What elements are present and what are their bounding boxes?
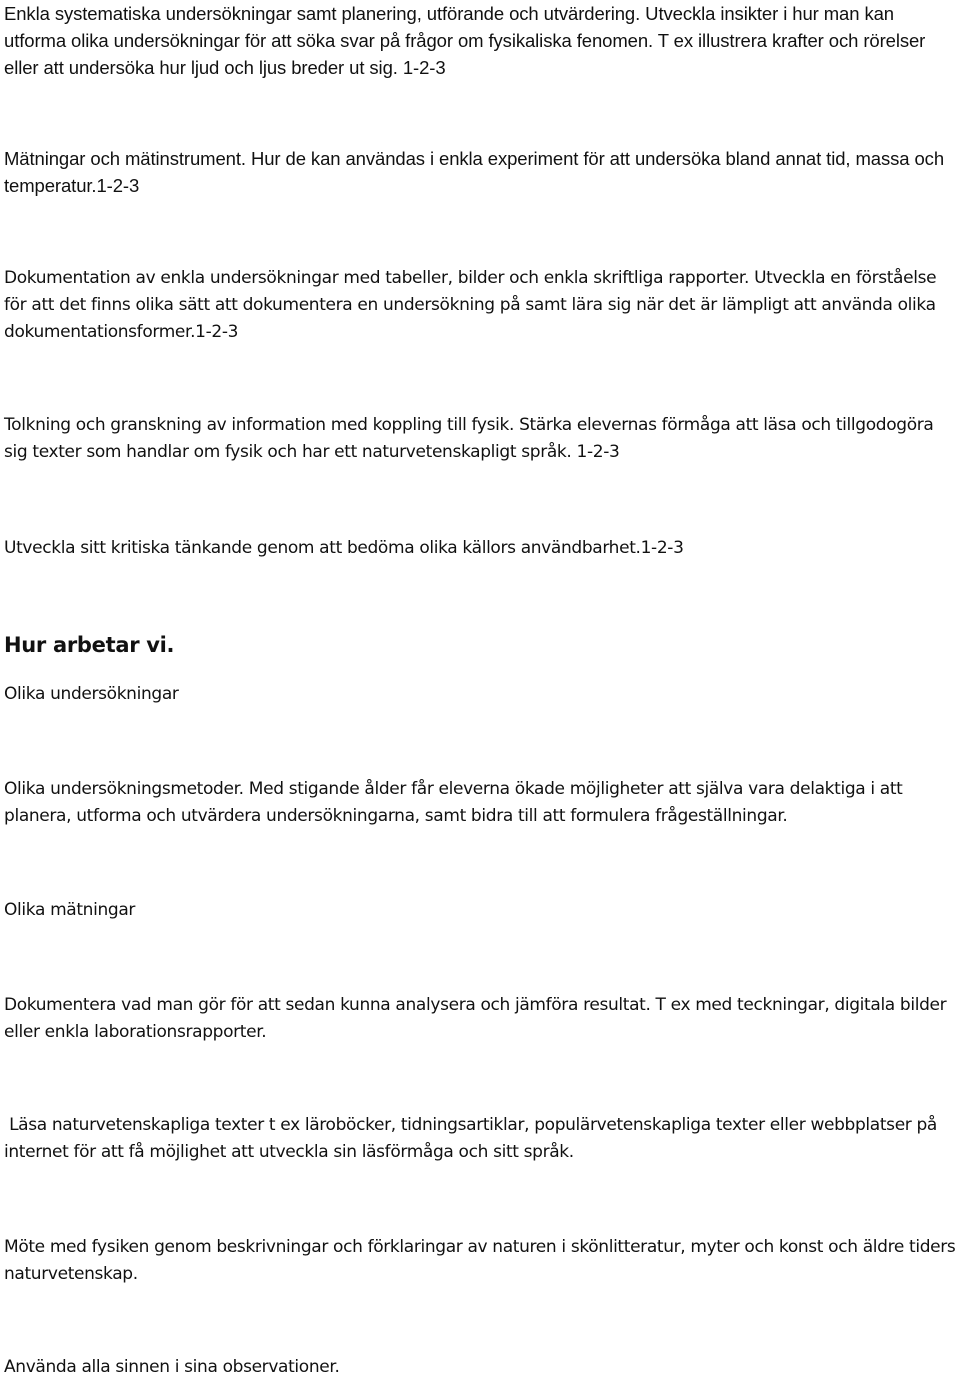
paragraph-olika-matningar: Olika mätningar	[4, 900, 136, 920]
section-heading: Hur arbetar vi.	[4, 633, 175, 657]
paragraph-anvanda-sinnen: Använda alla sinnen i sina observationer.	[4, 1357, 340, 1377]
paragraph-systematiska-undersokningar: Enkla systematiska undersökningar samt planering, utförande och utvärdering. Utveckla insikter i hur man kan utforma olika undersökningar för att söka svar på frågor om fysikaliska fenomen. T ex illustrera krafter och rörelser eller att undersöka hur ljud och ljus breder ut sig. 1-2-3	[4, 3, 926, 78]
paragraph-olika-undersokningar: Olika undersökningar	[4, 684, 179, 704]
paragraph-matningar: Mätningar och mätinstrument. Hur de kan användas i enkla experiment för att undersöka bland annat tid, massa och temperatur.1-2-3	[4, 148, 945, 196]
paragraph-mote-med-fysiken: Möte med fysiken genom beskrivningar och förklaringar av naturen i skönlitteratur, myter och konst och äldre tiders naturvetenskap.	[4, 1237, 956, 1284]
paragraph-kritiskt-tankande: Utveckla sitt kritiska tänkande genom att bedöma olika källors användbarhet.1-2-3	[4, 538, 684, 558]
paragraph-tolkning: Tolkning och granskning av information med koppling till fysik. Stärka elevernas förmåga att läsa och tillgodogöra sig texter som handlar om fysik och har ett naturvetenskapligt språk. 1-2-3	[4, 415, 934, 462]
paragraph-dokumentation: Dokumentation av enkla undersökningar med tabeller, bilder och enkla skriftliga rapporter. Utveckla en förståelse för att det finns olika sätt att dokumentera en undersökning på samt lära sig när det är lämpligt att använda olika dokumentationsformer.1-2-3	[4, 268, 937, 342]
paragraph-undersokningsmetoder: Olika undersökningsmetoder. Med stigande ålder får eleverna ökade möjligheter att själva vara delaktiga i att planera, utforma och utvärdera undersökningarna, samt bidra till att formulera frågeställningar.	[4, 779, 903, 826]
paragraph-dokumentera: Dokumentera vad man gör för att sedan kunna analysera och jämföra resultat. T ex med teckningar, digitala bilder eller enkla laborationsrapporter.	[4, 995, 947, 1042]
paragraph-lasa-texter: Läsa naturvetenskapliga texter t ex läroböcker, tidningsartiklar, populärvetenskapliga texter eller webbplatser på internet för att få möjlighet att utveckla sin läsförmåga och sitt språk.	[4, 1115, 943, 1162]
